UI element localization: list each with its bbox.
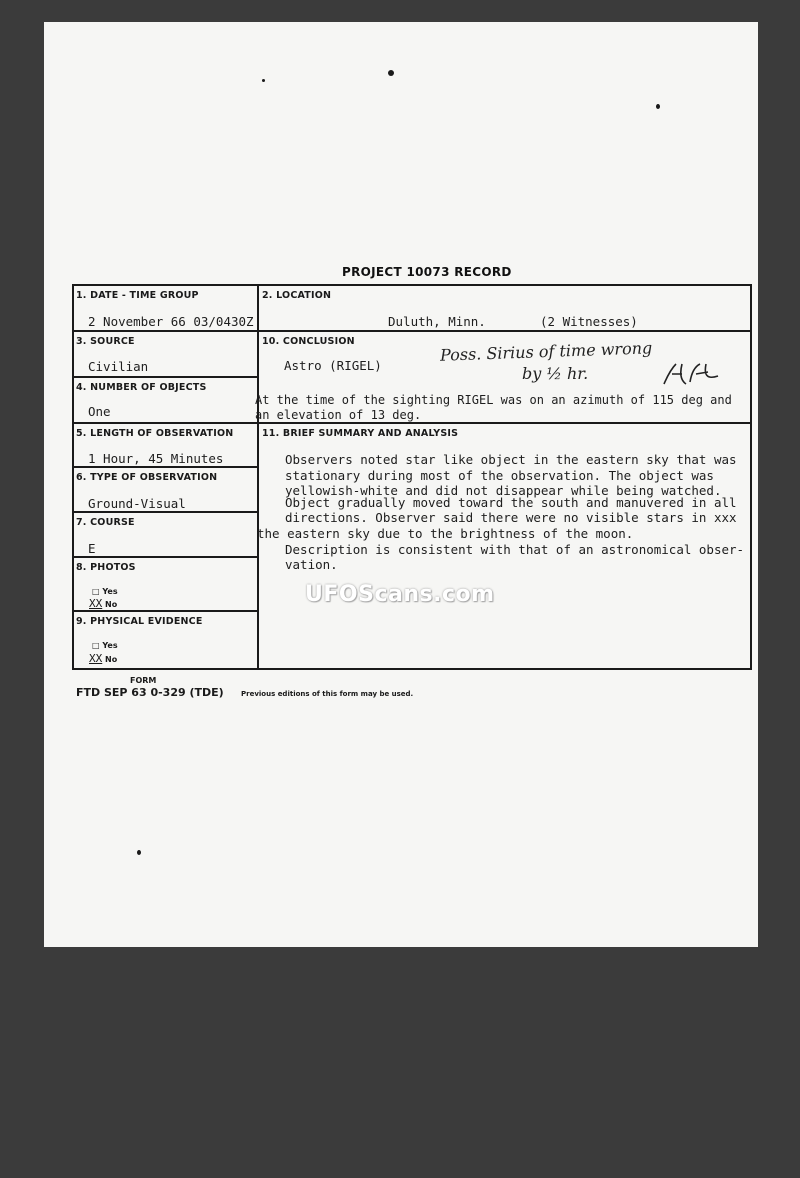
source-label: 3. SOURCE xyxy=(76,336,135,347)
row-divider xyxy=(72,466,258,468)
dust-speck xyxy=(388,70,394,76)
summary-line: directions. Observer said there were no visible stars in xxx xyxy=(285,510,737,526)
physical-evidence-yes-option xyxy=(92,641,118,650)
summary-line: vation. xyxy=(285,557,338,573)
physical-evidence-no-mark: XX xyxy=(89,652,103,665)
row-divider xyxy=(72,610,258,612)
record-title: PROJECT 10073 RECORD xyxy=(342,265,512,279)
row-divider xyxy=(72,330,752,332)
photos-no-mark: XX xyxy=(89,597,103,610)
photos-yes-option xyxy=(92,587,118,596)
date-time-value: 2 November 66 03/0430Z xyxy=(88,314,254,329)
photos-no-option xyxy=(89,597,117,610)
summary-line: the eastern sky due to the brightness of the moon. xyxy=(257,525,634,541)
physical-evidence-yes-label: Yes xyxy=(102,641,118,650)
number-of-objects-value: One xyxy=(88,404,111,419)
photos-no-label: No xyxy=(105,600,118,609)
dust-speck xyxy=(262,79,265,82)
watermark: UFOScans.com xyxy=(305,582,495,607)
column-divider xyxy=(257,284,259,670)
dust-speck xyxy=(656,104,660,109)
location-label: 2. LOCATION xyxy=(262,290,332,301)
summary-line: stationary during most of the observation. The object was xyxy=(285,467,714,483)
physical-evidence-no-option xyxy=(89,652,117,665)
footer-note: Previous editions of this form may be used. xyxy=(241,690,414,698)
handwritten-note-line1: Poss. Sirius of time wrong xyxy=(439,338,653,365)
checkbox-icon: □ xyxy=(92,587,100,596)
summary-line: Object gradually moved toward the south and manuvered in all xyxy=(285,494,737,510)
type-of-observation-value: Ground-Visual xyxy=(88,496,186,511)
handwritten-initials-signature xyxy=(660,360,724,390)
physical-evidence-label: 9. PHYSICAL EVIDENCE xyxy=(76,616,203,627)
row-divider xyxy=(72,422,752,424)
photos-label: 8. PHOTOS xyxy=(76,562,136,573)
course-value: E xyxy=(88,541,96,556)
row-divider xyxy=(72,376,258,378)
footer-form-label: FORM xyxy=(130,676,157,685)
dust-speck xyxy=(137,850,141,855)
summary-line: Observers noted star like object in the eastern sky that was xyxy=(285,452,737,467)
checkbox-icon: □ xyxy=(92,641,100,650)
conclusion-label: 10. CONCLUSION xyxy=(262,336,355,347)
date-time-label: 1. DATE - TIME GROUP xyxy=(76,290,199,301)
length-of-observation-label: 5. LENGTH OF OBSERVATION xyxy=(76,428,234,439)
rigel-note-line2: an elevation of 13 deg. xyxy=(255,408,422,422)
brief-summary-label: 11. BRIEF SUMMARY AND ANALYSIS xyxy=(262,428,459,439)
length-of-observation-value: 1 Hour, 45 Minutes xyxy=(88,451,224,466)
source-value: Civilian xyxy=(88,359,149,374)
photos-yes-label: Yes xyxy=(102,587,118,596)
type-of-observation-label: 6. TYPE OF OBSERVATION xyxy=(76,472,218,483)
handwritten-note-line2: by ½ hr. xyxy=(522,364,589,383)
location-value: Duluth, Minn. xyxy=(388,314,486,329)
summary-line: Description is consistent with that of an astronomical obser- xyxy=(285,541,745,557)
conclusion-value: Astro (RIGEL) xyxy=(284,358,382,373)
row-divider xyxy=(72,556,258,558)
summary-line: yellowish-white and did not disappear while being watched. xyxy=(285,483,722,499)
rigel-note-line1: At the time of the sighting RIGEL was on an azimuth of 115 deg and xyxy=(255,393,732,407)
number-of-objects-label: 4. NUMBER OF OBJECTS xyxy=(76,382,207,393)
witnesses-value: (2 Witnesses) xyxy=(540,314,638,329)
course-label: 7. COURSE xyxy=(76,517,135,528)
footer-form-code: FTD SEP 63 0-329 (TDE) xyxy=(76,686,224,699)
brief-summary-text xyxy=(257,452,755,573)
row-divider xyxy=(72,511,258,513)
physical-evidence-no-label: No xyxy=(105,655,118,664)
